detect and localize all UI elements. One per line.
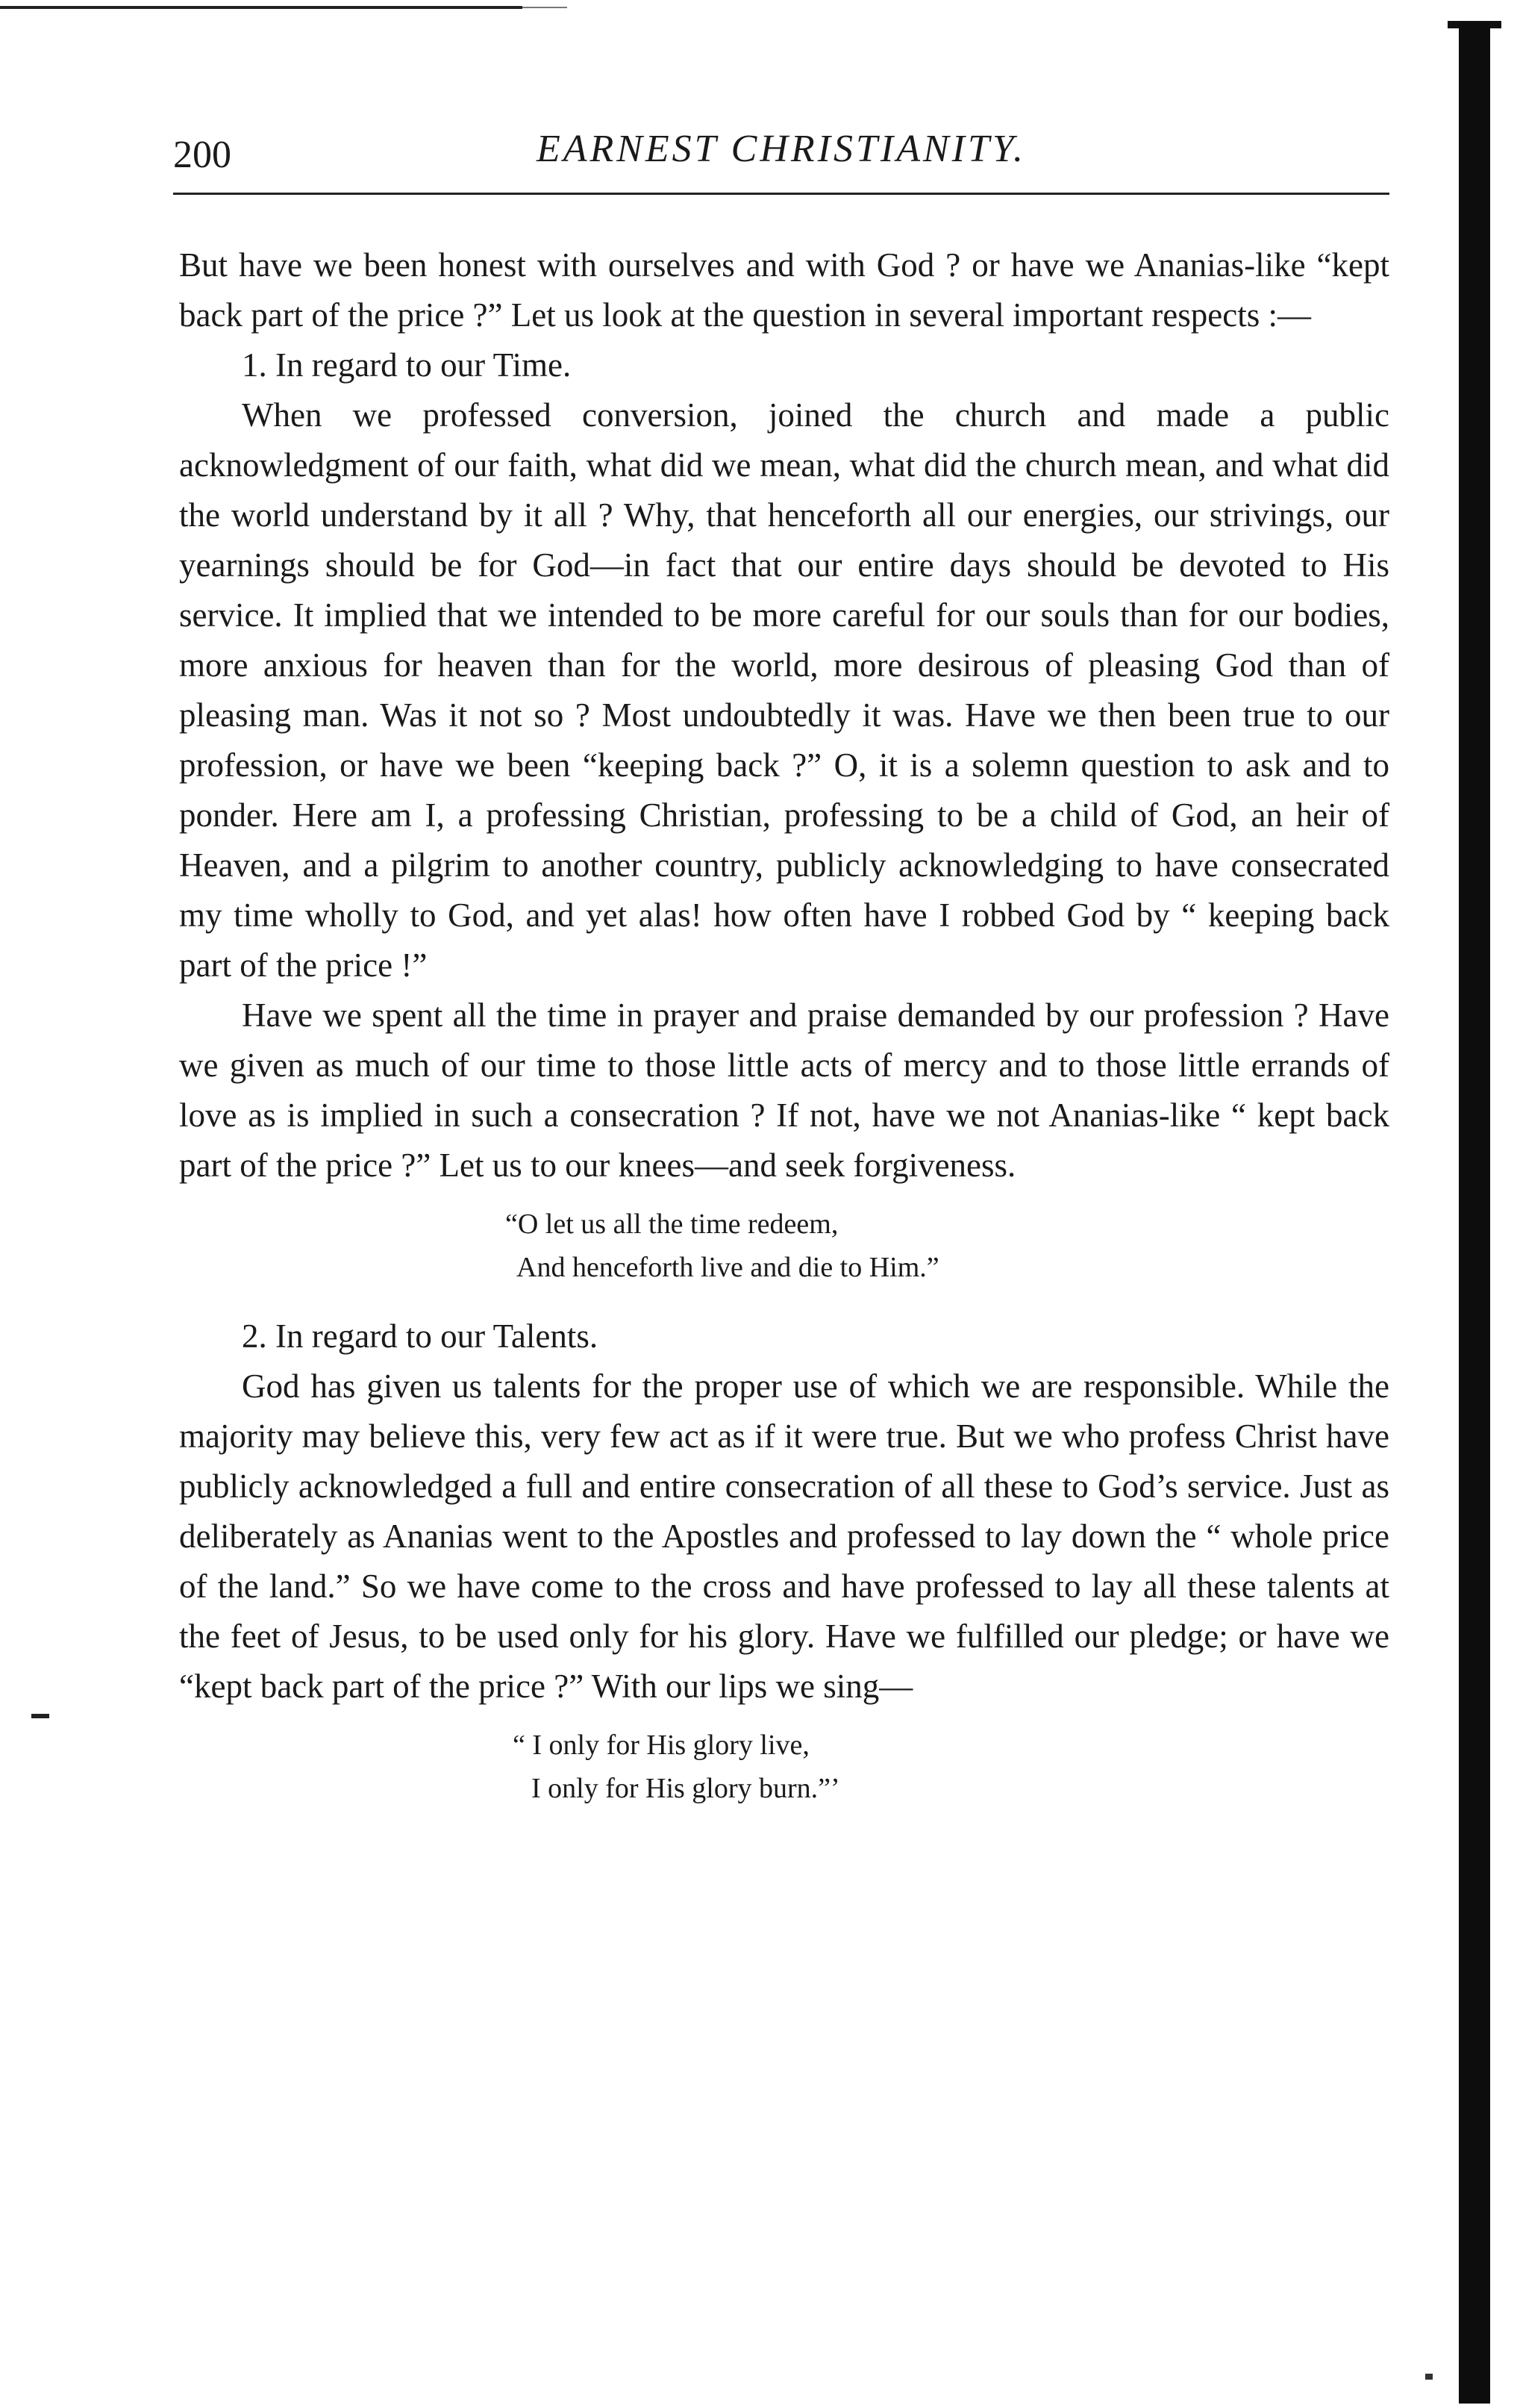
page-body (179, 240, 1389, 1832)
paragraph-talents: God has given us talents for the proper use of which we are responsible. While the majority may believe this, very few act as if it were true. But we who profess Christ have publicly acknowledged a full and entire consecration of all these to God’s service. Just as deliberately as Ananias went to the Apostles and professed to lay down the “ whole price of the land.” So we have come to the cross and have professed to lay all these talents at the feet of Jesus, to be used only for his glory. Have we fulfilled our pledge; or have we “kept back part of the price ?” With our lips we sing— (179, 1367, 1389, 1705)
top-edge-rule-thin (522, 7, 567, 8)
section-heading-talents: 2. In regard to our Talents. (242, 1317, 598, 1355)
verse-quote-2 (179, 1724, 1389, 1810)
paragraph-time: When we professed conversion, joined the church and made a public acknowledgment of our faith, what did we mean, what did the church mean, and what did the world understand by it all ? Why, that henceforth all our energies, our strivings, our yearnings should be for God—in fact that our entire days should be devoted to His service. It implied that we intended to be more careful for our souls than for our bodies, more anxious for heaven than for the world, more desirous of pleasing God than of pleasing man. Was it not so ? Most undoubtedly it was. Have we then been true to our profession, or have we been “keeping back ?” O, it is a solemn question to ask and to ponder. Here am I, a professing Christian, professing to be a child of God, an heir of Heaven, and a pilgrim to another country, publicly acknowledging to have consecrated my time wholly to God, and yet alas! how often have I robbed God by “ keeping back part of the price !” (179, 396, 1389, 984)
verse-1-line-1: “O let us all the time redeem, (505, 1208, 839, 1240)
stray-ink-mark (31, 1714, 49, 1718)
running-title: EARNEST CHRISTIANITY. (536, 128, 1027, 170)
verse-2-line-1: “ I only for His glory live, (513, 1729, 810, 1761)
top-edge-rule (0, 6, 522, 9)
verse-1-line-2: And henceforth live and die to Him.” (516, 1252, 939, 1283)
verse-2-line-2: I only for His glory burn.”’ (531, 1773, 840, 1804)
page-header (173, 127, 1389, 179)
verse-quote-1 (179, 1203, 1389, 1289)
paragraph-intro: But have we been honest with ourselves and with God ? or have we Ananias-like “kept back part of the price ?” Let us look at the question in several important respects :— (179, 246, 1389, 334)
stray-ink-mark-bottom (1425, 2374, 1433, 2380)
section-heading-time: 1. In regard to our Time. (242, 346, 572, 384)
binding-edge (1459, 22, 1490, 2404)
page-number: 200 (173, 134, 231, 176)
header-rule (173, 193, 1389, 195)
paragraph-prayer: Have we spent all the time in prayer and praise demanded by our profession ? Have we given as much of our time to those little acts of mercy and to those little errands of love as is implied in such a consecration ? If not, have we not Ananias-like “ kept back part of the price ?” Let us to our knees—and seek forgiveness. (179, 996, 1389, 1184)
